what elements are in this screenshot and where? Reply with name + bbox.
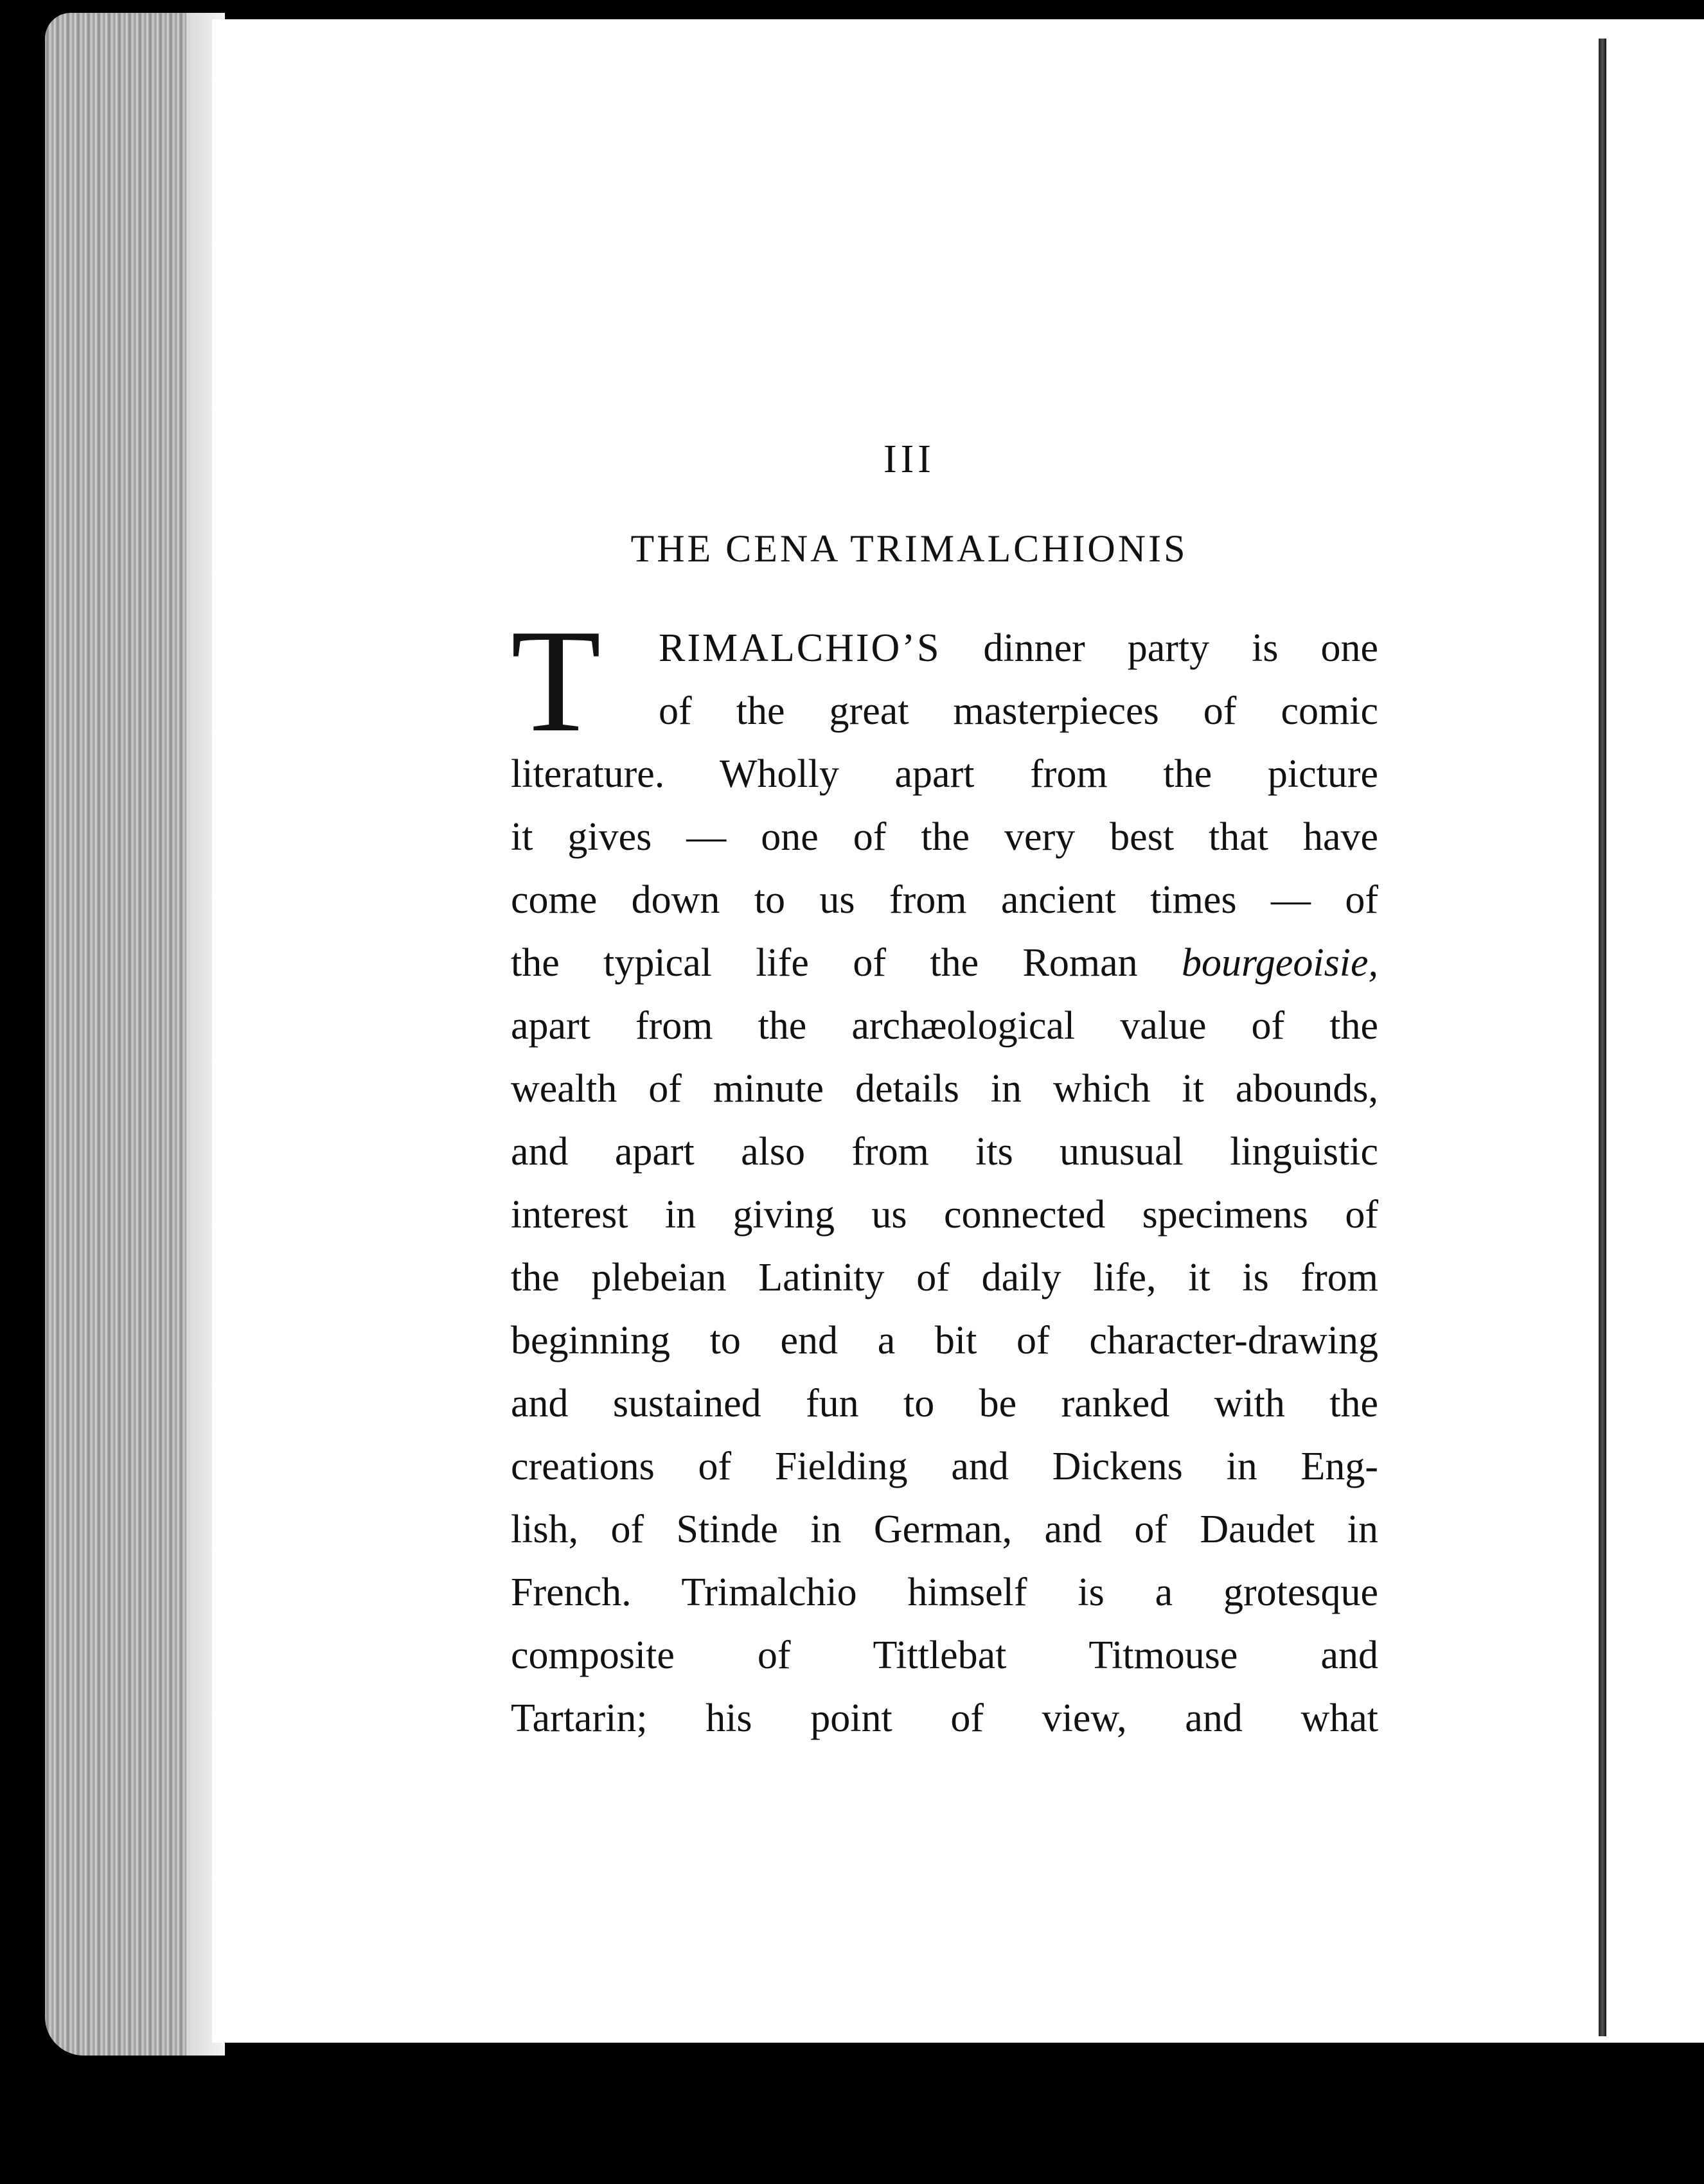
text-fragment: dinner party is one (941, 626, 1378, 670)
text-line: French. Trimalchio himself is a grotesque (511, 1571, 1378, 1614)
text-line: lish, of Stinde in German, and of Daudet in (511, 1508, 1378, 1551)
book-page-edges (45, 13, 225, 2056)
chapter-title: THE CENA TRIMALCHIONIS (630, 527, 1188, 570)
drop-cap: T (511, 599, 601, 762)
facing-page (1606, 19, 1704, 2043)
text-line: it gives — one of the very best that have (511, 815, 1378, 859)
text-line (511, 617, 1378, 680)
text-line: come down to us from ancient times — of (511, 878, 1378, 922)
text-line: and apart also from its unusual linguistic (511, 1130, 1378, 1174)
body-text (511, 599, 1378, 1750)
text-line: the plebeian Latinity of daily life, it is from (511, 1256, 1378, 1299)
text-line (511, 931, 1378, 994)
text-line: and sustained fun to be ranked with the (511, 1382, 1378, 1425)
text-fragment: the typical life of the Roman (511, 941, 1182, 985)
text-line: literature. Wholly apart from the picture (511, 752, 1378, 796)
text-line: beginning to end a bit of character-drawing (511, 1319, 1378, 1362)
book-gutter (1599, 39, 1606, 2036)
text-line: creations of Fielding and Dickens in Eng- (511, 1445, 1378, 1488)
text-line: wealth of minute details in which it abounds, (511, 1067, 1378, 1111)
caps-word: RIMALCHIO’S (659, 626, 941, 670)
text-line: composite of Tittlebat Titmouse and (511, 1634, 1378, 1677)
text-line: Tartarin; his point of view, and what (511, 1696, 1378, 1740)
text-line: of the great masterpieces of comic (659, 689, 1378, 733)
italic-word: bourgeoisie, (1182, 941, 1378, 985)
text-line: interest in giving us connected specimens of (511, 1193, 1378, 1237)
chapter-number: III (883, 437, 935, 481)
text-line: apart from the archæological value of the (511, 1004, 1378, 1048)
